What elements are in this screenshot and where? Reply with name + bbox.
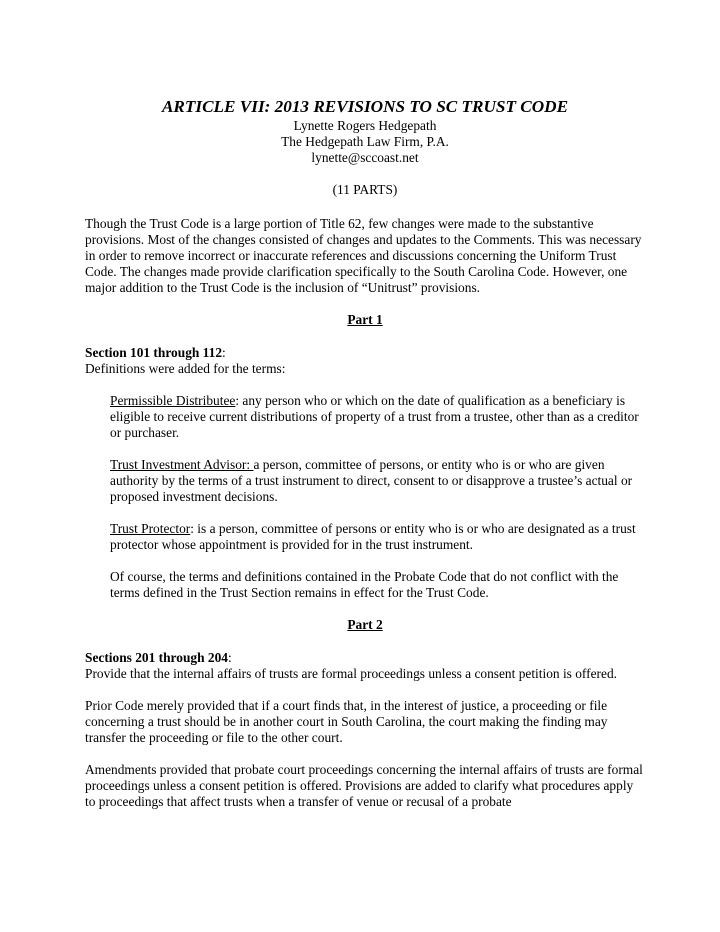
- part-2-section-heading: [85, 650, 645, 682]
- author-name: Lynette Rogers Hedgepath: [293, 118, 437, 133]
- part-1-closing-paragraph: Of course, the terms and definitions contained in the Probate Code that do not conflict with the terms defined in the Trust Section remains in effect for the Trust Code.: [110, 569, 619, 600]
- part-1-section-colon: :: [222, 345, 226, 360]
- parts-note: (11 PARTS): [332, 182, 398, 197]
- part-2-amendments-paragraph: Amendments provided that probate court proceedings concerning the internal affairs of trusts are formal proceedings unless a consent petition is offered. Provisions are added to clarify what procedures apply to proceedings that affect trusts when a transfer of venue or recusal of a probate: [85, 762, 643, 809]
- document-title: ARTICLE VII: 2013 REVISIONS TO SC TRUST CODE: [161, 97, 569, 116]
- part-1-subtitle: Definitions were added for the terms:: [85, 361, 286, 376]
- part-2-subtitle: Provide that the internal affairs of trusts are formal proceedings unless a consent petition is offered.: [85, 666, 617, 681]
- definition-permissible-distributee: [110, 393, 645, 441]
- part-1-section-heading: [85, 345, 645, 377]
- definition-term: Permissible Distributee: [110, 393, 236, 408]
- definition-term: Trust Investment Advisor:: [110, 457, 254, 472]
- definition-text: a person, committee of persons, or entity who is or who are given authority by the terms of a trust instrument to direct, consent to or disapprove a trustee’s actual or proposed investment decisions.: [110, 457, 633, 504]
- definition-trust-protector: [110, 521, 645, 553]
- part-2-section-title: Sections 201 through 204: [85, 650, 228, 665]
- part-2-section-colon: :: [227, 650, 232, 665]
- definition-text: : is a person, committee of persons or entity who is or who are designated as a trust protector whose appointment is provided for in the trust instrument.: [110, 521, 636, 552]
- part-2-heading: Part 2: [347, 617, 383, 632]
- part-1-heading: Part 1: [347, 312, 383, 327]
- part-2-prior-code-paragraph: Prior Code merely provided that if a court finds that, in the interest of justice, a proceeding or file concerning a trust should be in another court in South Carolina, the court making the finding may transfer the proceeding or file to the other court.: [85, 698, 608, 745]
- document-body: [85, 97, 645, 810]
- part-1-section-title: Section 101 through 112: [85, 345, 223, 360]
- author-block: [85, 118, 645, 166]
- author-email: lynette@sccoast.net: [311, 150, 419, 165]
- definition-text: : any person who or which on the date of qualification as a beneficiary is eligible to receive current distributions of property of a trust from a trustee, other than as a creditor or purchaser.: [110, 393, 639, 440]
- law-firm: The Hedgepath Law Firm, P.A.: [281, 134, 449, 149]
- intro-paragraph: Though the Trust Code is a large portion of Title 62, few changes were made to the substantive provisions. Most of the changes consisted of changes and updates to the Comments. This was necessary in order to remove incorrect or inaccurate references and discussions concerning the Uniform Trust Code. The changes made provide clarification specifically to the South Carolina Code. However, one major addition to the Trust Code is the inclusion of “Unitrust” provisions.: [85, 216, 642, 295]
- definition-term: Trust Protector: [110, 521, 191, 536]
- definition-trust-investment-advisor: [110, 457, 645, 505]
